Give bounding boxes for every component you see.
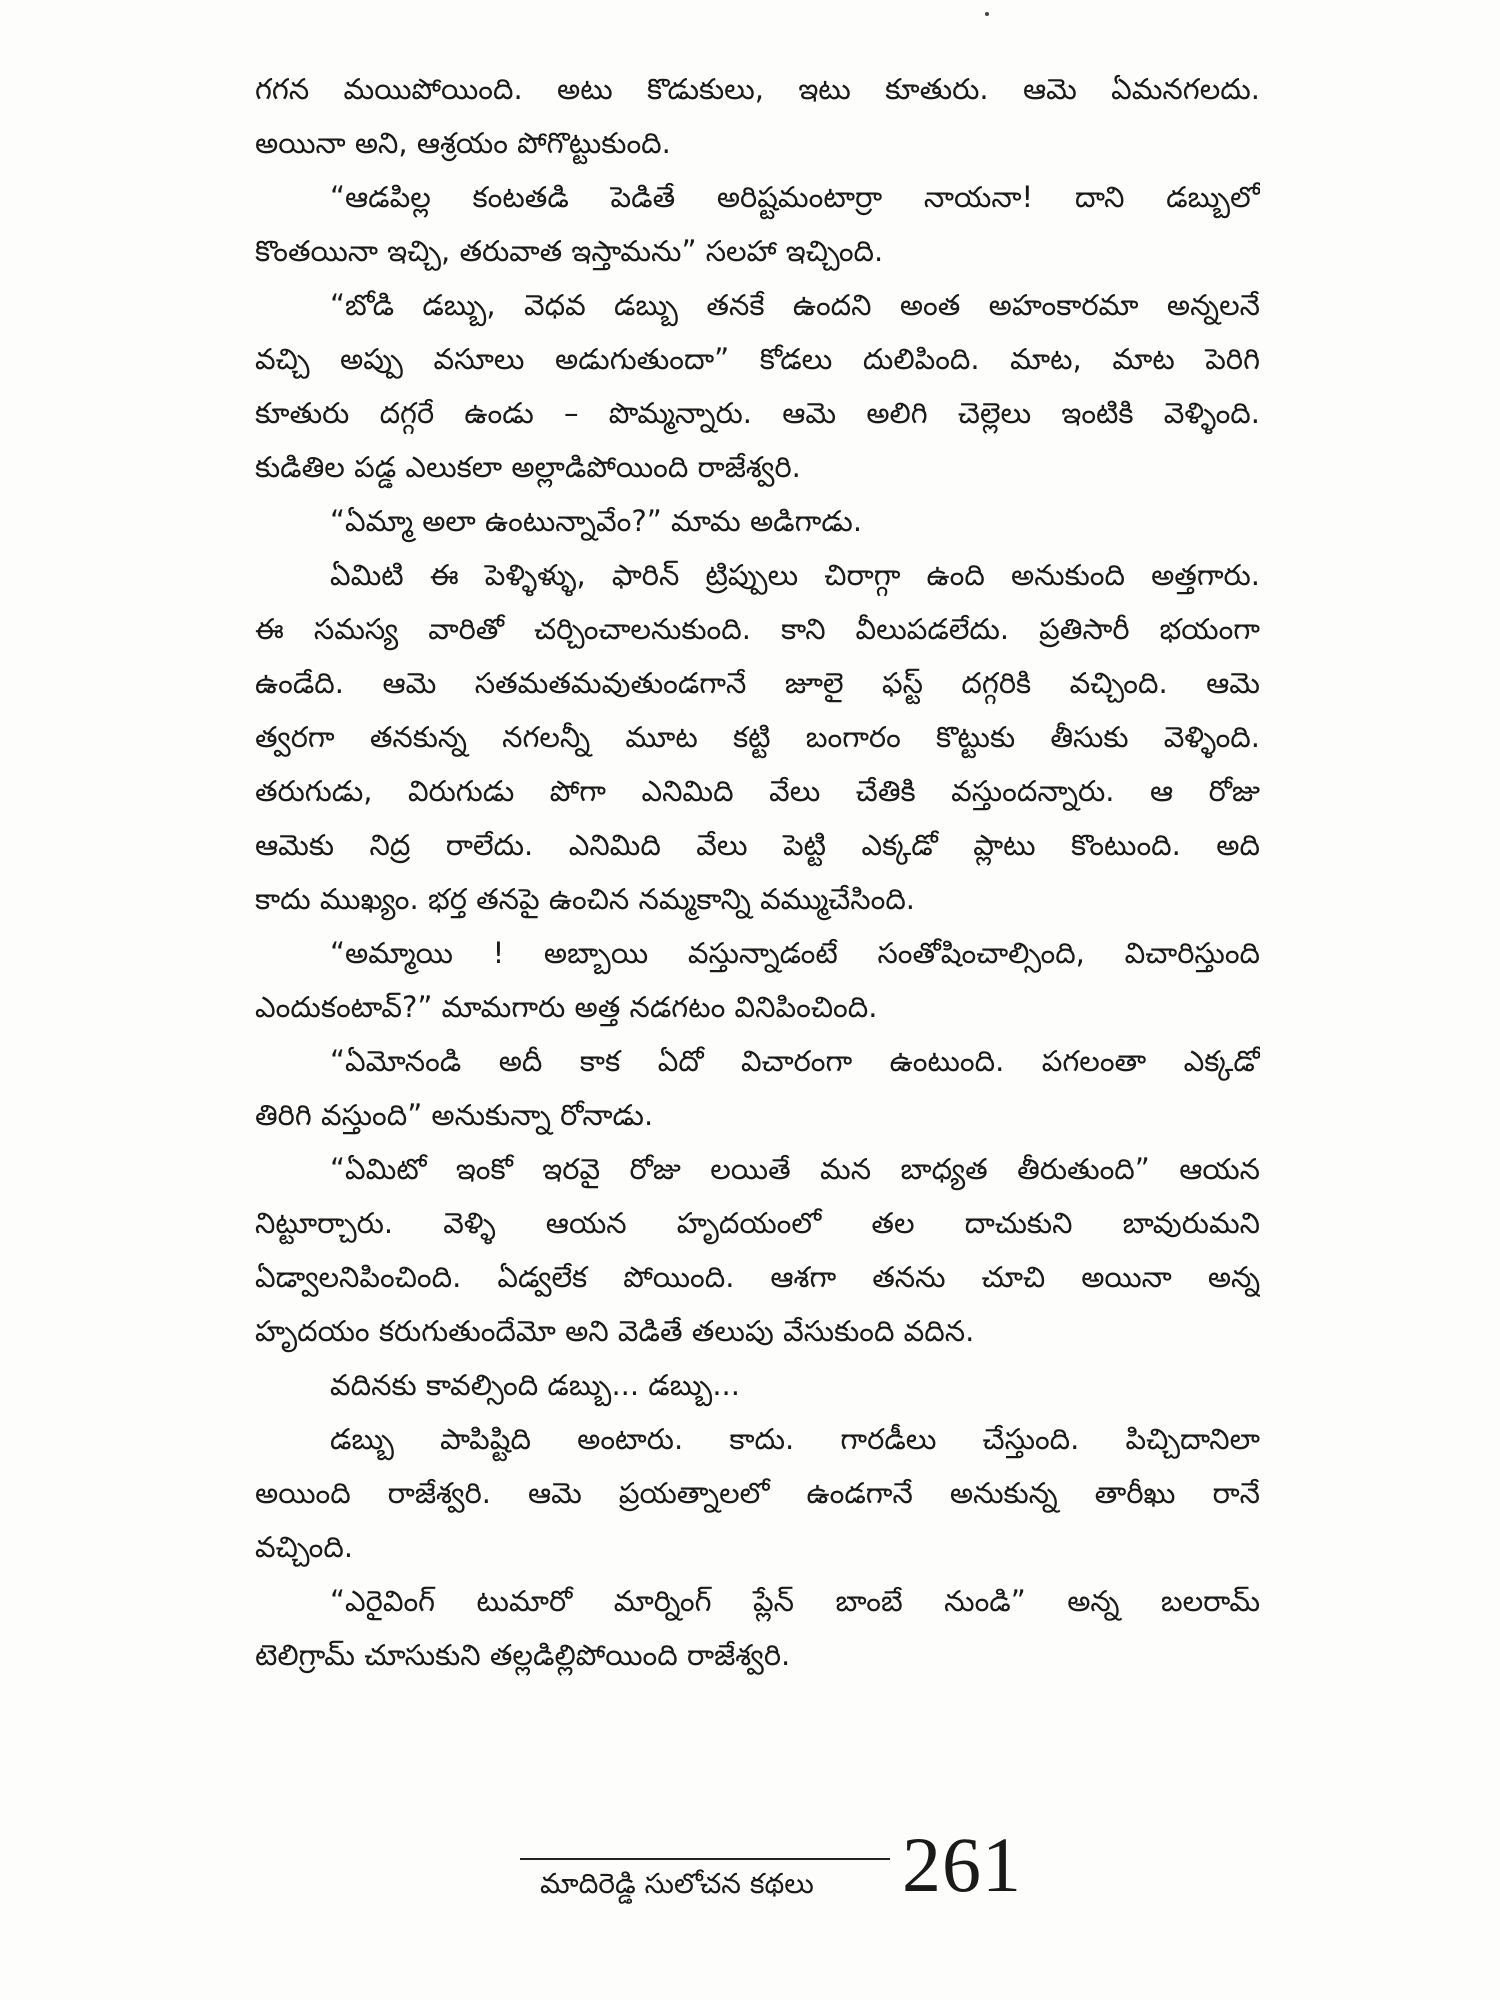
text-line: “ఏమిటో ఇంకో ఇరవై రోజు లయితే మన బాధ్యత తీరుతుంది” ఆయన: [330, 1152, 1260, 1186]
story-text: [255, 62, 1260, 1682]
text-line: తిరిగి వస్తుంది” అనుకున్నా రోనాడు.: [255, 1098, 654, 1132]
text-line: ఈ సమస్య వారితో చర్చించాలనుకుంది. కాని వీలుపడలేదు. ప్రతిసారీ భయంగా: [255, 612, 1260, 646]
text-line: “బోడి డబ్బు, వెధవ డబ్బు తనకే ఉందని అంత అహంకారమా అన్నలనే: [330, 288, 1260, 322]
text-line: డబ్బు పాపిష్టిది అంటారు. కాదు. గారడీలు చేస్తుంది. పిచ్చిదానిలా: [330, 1422, 1260, 1456]
footer-author: మాదిరెడ్డి సులోచన కథలు: [540, 1867, 814, 1900]
page-speck: [985, 12, 989, 16]
text-line: వచ్చింది.: [255, 1530, 354, 1564]
text-line: వచ్చి అప్పు వసూలు అడుగుతుందా” కోడలు దులిపింది. మాట, మాట పెరిగి: [255, 342, 1260, 376]
text-line: గగన మయిపోయింది. అటు కొడుకులు, ఇటు కూతురు. ఆమె ఏమనగలదు.: [255, 72, 1260, 106]
text-line: నిట్టూర్చారు. వెళ్ళి ఆయన హృదయంలో తల దాచుకుని బావురుమని: [255, 1206, 1260, 1240]
text-line: కుడితిల పడ్డ ఎలుకలా అల్లాడిపోయింది రాజేశ్వరి.: [255, 450, 801, 484]
text-line: కాదు ముఖ్యం. భర్త తనపై ఉంచిన నమ్మకాన్ని వమ్ముచేసింది.: [255, 882, 916, 916]
text-line: “ఏమ్మా అలా ఉంటున్నావేం?” మామ అడిగాడు.: [330, 504, 863, 538]
text-line: అయినా అని, ఆశ్రయం పోగొట్టుకుంది.: [255, 126, 671, 160]
footer-rule: [520, 1858, 890, 1860]
text-line: ఎందుకంటావ్?” మామగారు అత్త నడగటం వినిపించింది.: [255, 990, 878, 1024]
text-line: తరుగుడు, విరుగుడు పోగా ఎనిమిది వేలు చేతికి వస్తుందన్నారు. ఆ రోజు: [255, 774, 1260, 808]
text-line: “ఎరైవింగ్ టుమారో మార్నింగ్ ప్లేన్ బాంబే నుండి” అన్న బలరామ్: [330, 1584, 1260, 1618]
text-line: హృదయం కరుగుతుందేమో అని వెడితే తలుపు వేసుకుంది వదిన.: [255, 1314, 975, 1348]
page-footer: [520, 1820, 1020, 1930]
text-line: ఏమిటి ఈ పెళ్ళిళ్ళు, ఫారిన్ ట్రిప్పులు చిరాగ్గా ఉంది అనుకుంది అత్తగారు.: [330, 558, 1260, 592]
text-line: “అమ్మాయి ! అబ్బాయి వస్తున్నాడంటే సంతోషించాల్సింది, విచారిస్తుంది: [330, 936, 1260, 970]
text-line: కొంతయినా ఇచ్చి, తరువాత ఇస్తామను” సలహా ఇచ్చింది.: [255, 234, 884, 268]
text-line: “ఆడపిల్ల కంటతడి పెడితే అరిష్టమంటార్రా నాయనా! దాని డబ్బులో: [330, 180, 1260, 214]
page-number: 261: [902, 1821, 1022, 1908]
text-line: “ఏమోనండి అదీ కాక ఏదో విచారంగా ఉంటుంది. పగలంతా ఎక్కడో: [330, 1044, 1260, 1078]
text-line: ఆమెకు నిద్ర రాలేదు. ఎనిమిది వేలు పెట్టి ఎక్కడో ప్లాటు కొంటుంది. అది: [255, 828, 1260, 862]
text-line: త్వరగా తనకున్న నగలన్నీ మూట కట్టి బంగారం కొట్టుకు తీసుకు వెళ్ళింది.: [255, 720, 1260, 754]
text-line: కూతురు దగ్గరే ఉండు – పొమ్మన్నారు. ఆమె అలిగి చెల్లెలు ఇంటికి వెళ్ళింది.: [255, 396, 1260, 430]
text-line: టెలిగ్రామ్ చూసుకుని తల్లడిల్లిపోయింది రాజేశ్వరి.: [255, 1638, 791, 1672]
text-line: ఉండేది. ఆమె సతమతమవుతుండగానే జూలై ఫస్ట్ దగ్గరికి వచ్చింది. ఆమె: [255, 666, 1260, 700]
text-line: ఏడ్వాలనిపించింది. ఏడ్వలేక పోయింది. ఆశగా తనను చూచి అయినా అన్న: [255, 1260, 1260, 1294]
text-line: వదినకు కావల్సింది డబ్బు... డబ్బు...: [330, 1368, 740, 1402]
text-line: అయింది రాజేశ్వరి. ఆమె ప్రయత్నాలలో ఉండగానే అనుకున్న తారీఖు రానే: [255, 1476, 1260, 1510]
